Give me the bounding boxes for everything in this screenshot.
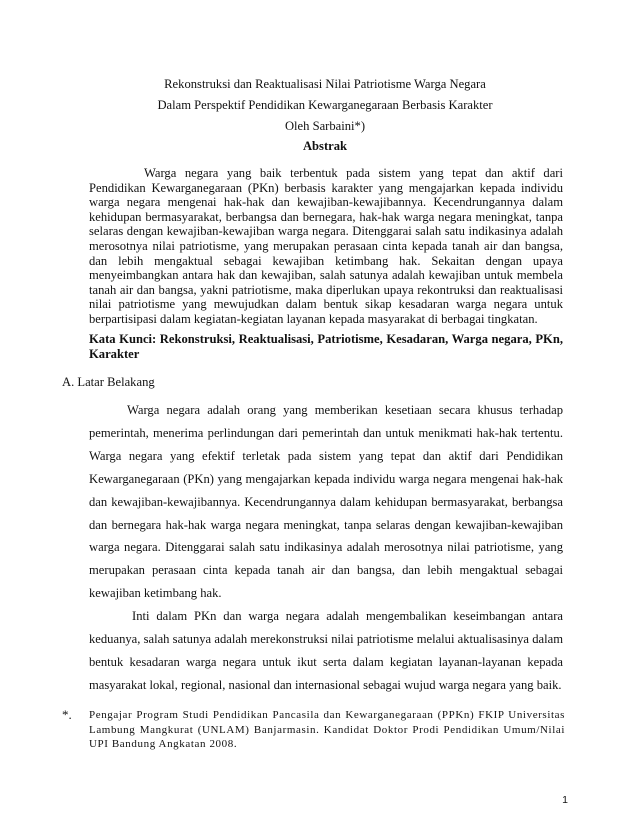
footnote-text-content: Pengajar Program Studi Pendidikan Pancasila dan Kewarganegaraan (PPKn) FKIP Universitas Lambung Mangkurat (UNLAM) Banjarmasin. Kandidat Doktor Prodi Pendidikan Umum/Nilai UPI Bandung Angkatan 2008. bbox=[89, 709, 565, 750]
page-number: 1 bbox=[562, 794, 568, 806]
body-paragraph-1 bbox=[89, 399, 563, 605]
author-line: Oleh Sarbaini*) bbox=[284, 119, 366, 133]
title-line-2: Dalam Perspektif Pendidikan Kewarganegaraan Berbasis Karakter bbox=[157, 98, 493, 112]
abstract-paragraph bbox=[89, 166, 563, 327]
abstract-text: Warga negara yang baik terbentuk pada sistem yang tepat dan aktif dari Pendidikan Kewarganegaraan (PKn) berbasis karakter yang mengajarkan kepada individu warga negara mengenai hak-hak dan kewajiban-kewajibannya. Kecendrungannya dalam kehidupan bermasyarakat, berbangsa dan bernegara, hak-hak warga negara meningkat, tanpa selaras dengan kewajiban-kewajiban warga negara. Ditenggarai salah satu indikasinya adalah merosotnya nilai patriotisme, yang merupakan perasaan cinta kepada tanah air dan bangsa, dan lebih mengaktual sebagai kewajiban ketimbang hak. Sekaitan dengan upaya menyeimbangkan antara hak dan kewajiban, salah satunya adalah kewajiban untuk membela tanah air dan bangsa, yakni patriotisme, maka diperlukan upaya rekontruksi dan reaktualisasi nilai patriotisme yang mewujudkan dalam bentuk sikap kesadaran warga negara untuk berpartisipasi dalam kegiatan-kegiatan layanan kepada masyarakat di berbagai tingkatan. bbox=[89, 166, 563, 326]
body-paragraph-2-text: Inti dalam PKn dan warga negara adalah mengembalikan keseimbangan antara keduanya, salah satunya adalah merekonstruksi nilai patriotisme melalui aktualisasinya dalam bentuk kesadaran warga negara untuk ikut serta dalam kegiatan layanan-layanan kepada masyarakat lokal, regional, nasional dan internasional sebagai wujud warga negara yang baik. bbox=[89, 609, 563, 692]
body-paragraph-2 bbox=[89, 605, 563, 697]
keywords-paragraph: Kata Kunci: Rekonstruksi, Reaktualisasi, Patriotisme, Kesadaran, Warga negara, PKn, Karakter bbox=[89, 332, 563, 361]
body-paragraph-1-text: Warga negara adalah orang yang memberikan kesetiaan secara khusus terhadap pemerintah, menerima perlindungan dari pemerintah dan untuk menikmati hak-hak tertentu. Warga negara yang efektif terletak pada sistem yang tepat dan aktif dari Pendidikan Kewarganegaraan (PKn) yang mengajarkan kepada individu warga negara mengenai hak-hak dan kewajiban-kewajibannya. Kecendrungannya dalam kehidupan bermasyarakat, berbangsa dan bernegara hak-hak warga negara meningkat, tanpa selaras dengan kewajiban-kewajiban warga negara. Ditenggarai salah satu indikasinya adalah merosotnya nilai patriotisme, yang merupakan perasaan cinta kepada tanah air dan bangsa, dan lebih mengaktual sebagai kewajiban ketimbang hak. bbox=[89, 403, 563, 601]
footnote-text bbox=[89, 708, 565, 752]
footnote bbox=[62, 707, 565, 750]
footnote-marker: *. bbox=[62, 707, 72, 722]
abstract-heading: Abstrak bbox=[302, 139, 348, 153]
section-heading-latar-belakang: A. Latar Belakang bbox=[62, 375, 155, 389]
title-line-1: Rekonstruksi dan Reaktualisasi Nilai Patriotisme Warga Negara bbox=[164, 77, 486, 91]
